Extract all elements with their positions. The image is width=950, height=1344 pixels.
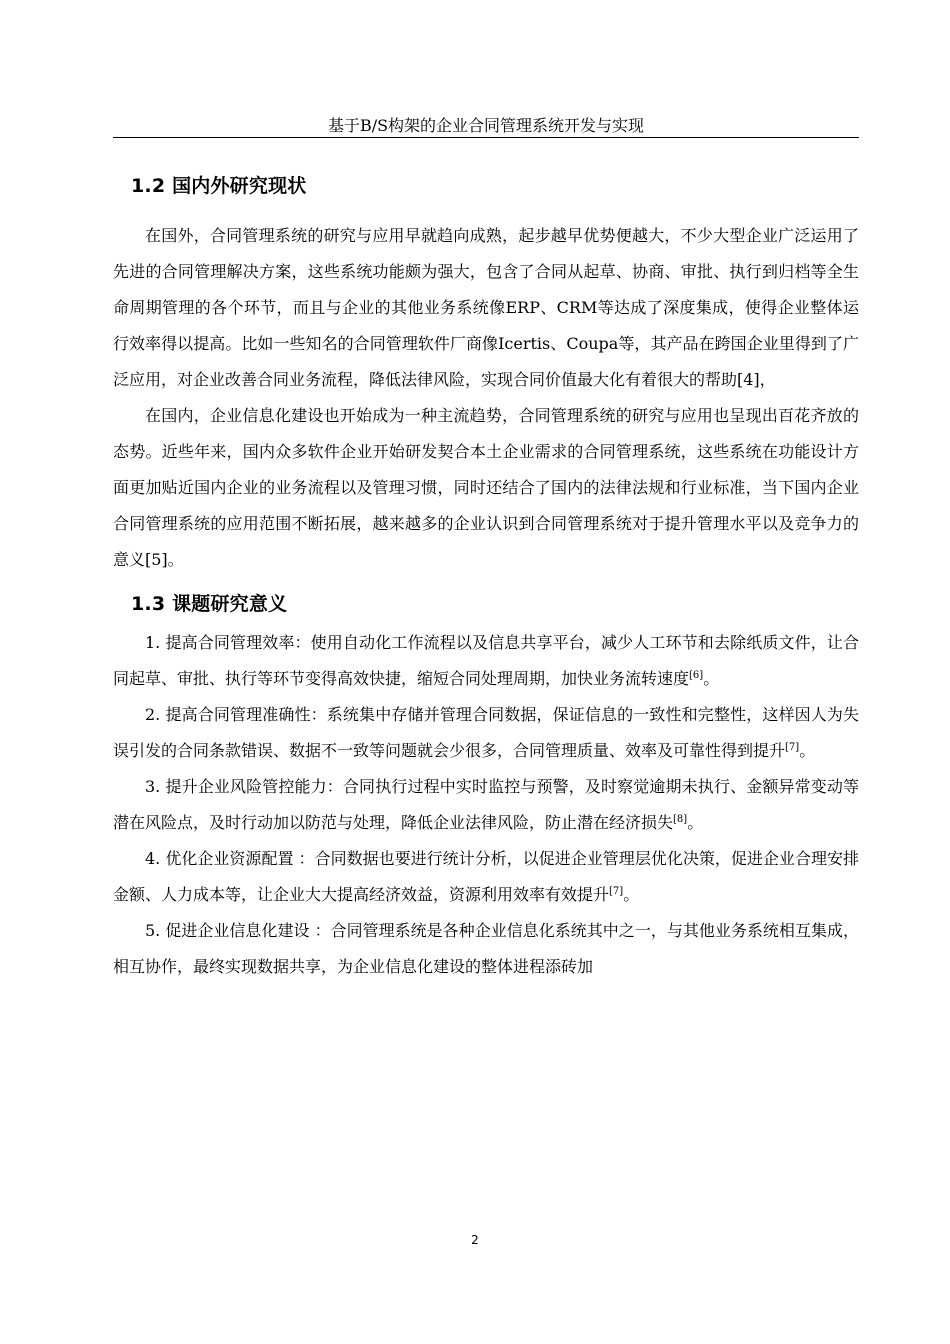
list-item-text: 5. 促进企业信息化建设 ：合同管理系统是各种企业信息化系统其中之一，与其他业务系统相互集成，相互协作，最终实现数据共享，为企业信息化建设的整体进程添砖加 <box>113 921 859 976</box>
page-body <box>113 168 859 985</box>
paragraph: 在国外，合同管理系统的研究与应用早就趋向成熟，起步越早优势便越大，不少大型企业广泛运用了先进的合同管理解决方案，这些系统功能颇为强大，包含了合同从起草、协商、审批、执行到归档等全生命周期管理的各个环节，而且与企业的其他业务系统像ERP、CRM等达成了深度集成，使得企业整体运行效率得以提高。比如一些知名的合同管理软件厂商像Icertis、Coupa等，其产品在跨国企业里得到了广泛应用，对企业改善合同业务流程，降低法律风险，实现合同价值最大化有着很大的帮助[4]， <box>113 226 859 389</box>
page-number: 2 <box>471 1233 479 1247</box>
list-item-text: 4. 优化企业资源配置 ：合同数据也要进行统计分析，以促进企业管理层优化决策，促进企业合理安排金额、人力成本等，让企业大大提高经济效益，资源利用效率有效提升 <box>113 849 859 904</box>
list-item <box>113 697 859 769</box>
list-item <box>113 841 859 913</box>
list-item-text: 3. 提升企业风险管控能力：合同执行过程中实时监控与预警，及时察觉逾期未执行、金额异常变动等潜在风险点，及时行动加以防范与处理，降低企业法律风险，防止潜在经济损失 <box>113 777 859 832</box>
paragraph: 在国内，企业信息化建设也开始成为一种主流趋势，合同管理系统的研究与应用也呈现出百花齐放的态势。近些年来，国内众多软件企业开始研发契合本土企业需求的合同管理系统，这些系统在功能设计方面更加贴近国内企业的业务流程以及管理习惯，同时还结合了国内的法律法规和行业标准，当下国内企业合同管理系统的应用范围不断拓展，越来越多的企业认识到合同管理系统对于提升管理水平以及竞争力的意义[5]。 <box>113 406 859 569</box>
citation: [8] <box>673 814 688 825</box>
list-item-tail: 。 <box>799 741 816 760</box>
list-item-tail: 。 <box>623 885 640 904</box>
list-item <box>113 769 859 841</box>
list-item-text: 1. 提高合同管理效率：使用自动化工作流程以及信息共享平台，减少人工环节和去除纸质文件，让合同起草、审批、执行等环节变得高效快捷，缩短合同处理周期，加快业务流转速度 <box>113 633 859 688</box>
citation: [7] <box>609 886 624 897</box>
running-header: 基于B/S构架的企业合同管理系统开发与实现 <box>327 116 645 135</box>
section-heading-1-2: 1.2 国内外研究现状 <box>131 175 307 197</box>
citation: [7] <box>785 742 800 753</box>
section-heading-1-3: 1.3 课题研究意义 <box>131 593 288 615</box>
list-item-tail: 。 <box>687 813 704 832</box>
citation: [6] <box>689 670 704 681</box>
list-item <box>113 625 859 697</box>
list-item <box>113 913 859 985</box>
list-item-tail: 。 <box>703 669 720 688</box>
header-rule <box>113 137 859 138</box>
list-item-text: 2. 提高合同管理准确性：系统集中存储并管理合同数据，保证信息的一致性和完整性，这样因人为失误引发的合同条款错误、数据不一致等问题就会少很多，合同管理质量、效率及可靠性得到提升 <box>113 705 859 760</box>
